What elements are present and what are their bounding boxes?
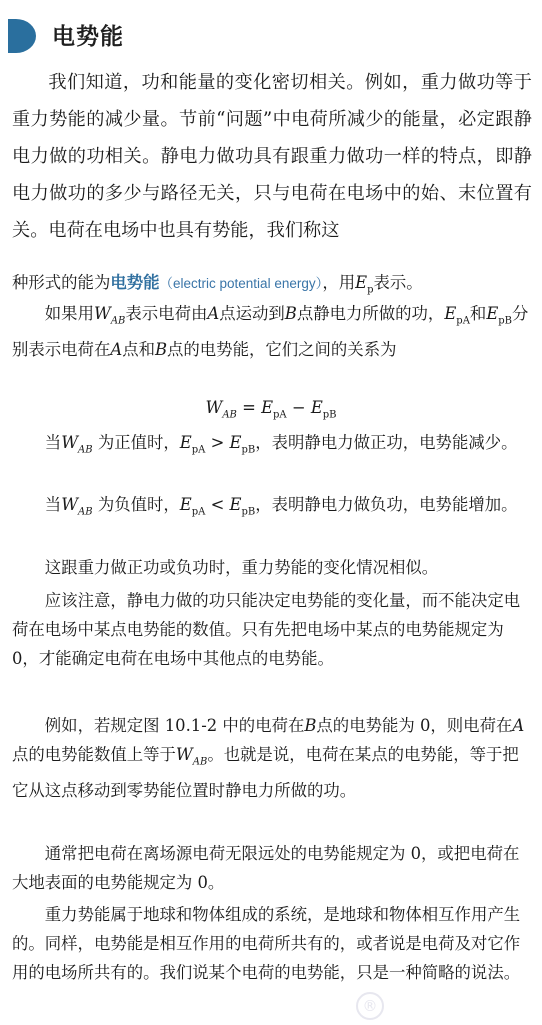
ex-w-sub: AB: [192, 756, 208, 768]
pos-w-sub: AB: [78, 444, 93, 456]
var-e: E: [444, 304, 457, 323]
pos-w: W: [61, 433, 79, 452]
section-marker-icon: [8, 19, 36, 53]
neg-e2: E: [229, 495, 242, 514]
f-e2-sub: pB: [322, 409, 337, 421]
def-t7: 点和: [122, 340, 155, 360]
def-t1: 如果用: [44, 304, 94, 323]
def-t8: 点的电势能，它们之间的关系为: [167, 340, 397, 360]
var-w: W: [93, 304, 111, 323]
var-b-2: B: [154, 340, 168, 360]
f-minus: −: [286, 398, 311, 417]
intro-text: 我们知道，功和能量的变化密切相关。例如，重力做功等于重力势能的减少量。节前“问题”中电荷所减少的能量，必定跟静电力做的功相关。静电力做功具有跟重力做功一样的特点，即静电力做功的多少与路径无关，只与电荷在电场中的始、末位置有关。电荷在电场中也具有势能，我们称这: [12, 72, 532, 241]
ex-w: W: [175, 745, 193, 764]
f-w-sub: AB: [222, 409, 237, 421]
section-title: 电势能: [52, 24, 124, 50]
f-w: W: [205, 398, 223, 417]
system-paragraph: 重力势能属于地球和物体组成的系统，是地球和物体相互作用产生的。同样，电势能是相互作用的电荷所共有的，或者说是电荷及对它作用的电场所共有的。我们说某个电荷的电势能，只是一种简略的说法。: [12, 905, 521, 982]
var-b: B: [284, 304, 297, 323]
neg-e1-sub: pA: [191, 506, 206, 518]
var-w-sub: AB: [110, 315, 126, 327]
note-paragraph: 应该注意，静电力做的功只能决定电势能的变化量，而不能决定电荷在电场中某点电势能的数值。只有先把电场中某点的电势能规定为 0，才能确定电荷在电场中其他点的电势能。: [12, 591, 521, 668]
pos-e1: E: [179, 433, 192, 452]
pos-t3: ，表明静电力做正功，电势能减少。: [255, 433, 518, 452]
ex-b: B: [304, 716, 317, 735]
def-t2: 表示电荷由: [125, 304, 208, 323]
def-t5: 和: [469, 304, 487, 323]
def-t6: 分别表示电荷在: [12, 304, 529, 360]
var-e-2: E: [486, 304, 499, 323]
neg-t1: 当: [44, 495, 62, 514]
definition-paragraph: [12, 299, 532, 364]
neg-t3: ，表明静电力做负功，电势能增加。: [255, 495, 518, 514]
neg-t2: 为负值时，: [92, 495, 180, 514]
f-e1-sub: pA: [273, 409, 287, 421]
intro-paragraph: [12, 64, 532, 249]
neg-e1: E: [179, 495, 192, 514]
neg-w: W: [61, 495, 79, 514]
neg-w-sub: AB: [78, 506, 93, 518]
f-eq: =: [236, 398, 262, 417]
def-t3: 点运动到: [219, 304, 285, 323]
pos-t1: 当: [44, 433, 62, 452]
ex-t2: 点的电势能为 0，则电荷在: [316, 716, 513, 735]
term-highlight: 电势能: [110, 273, 160, 292]
ex-t4: 。也就是说，电荷在某点的电势能，等于把它从这点移动到零势能位置时静电力所做的功。: [12, 745, 519, 801]
neg-lt: <: [205, 495, 230, 514]
ex-t1: 例如，若规定图 10.1-2 中的电荷在: [44, 716, 305, 735]
var-a: A: [207, 304, 220, 323]
positive-work-paragraph: [12, 428, 532, 464]
registered-watermark: ®: [356, 992, 384, 1020]
intro-cont-end: 表示。: [373, 273, 423, 292]
f-e1: E: [261, 398, 274, 417]
symbol-e: E: [355, 273, 368, 292]
f-e2: E: [310, 398, 323, 417]
usual-paragraph: 通常把电荷在离场源电荷无限远处的电势能规定为 0，或把电荷在大地表面的电势能规定为 0。: [12, 844, 520, 892]
var-epb-sub: pB: [498, 315, 513, 327]
pos-e2-sub: pB: [241, 444, 256, 456]
var-a-2: A: [110, 340, 123, 360]
neg-e2-sub: pB: [241, 506, 256, 518]
formula: [0, 398, 542, 420]
intro-cont-text-2: ，用: [322, 273, 356, 292]
var-epa-sub: pA: [456, 315, 470, 327]
pos-gt: >: [205, 433, 230, 452]
intro-cont-text: 种形式的能为: [12, 273, 111, 292]
example-paragraph: [12, 711, 532, 805]
pos-e1-sub: pA: [191, 444, 206, 456]
symbol-e-sub: p: [367, 284, 374, 296]
term-english: （electric potential energy）: [159, 276, 323, 291]
ex-a: A: [512, 716, 525, 735]
pos-t2: 为正值时，: [92, 433, 180, 452]
ex-t3: 点的电势能数值上等于: [12, 745, 176, 764]
negative-work-paragraph: [12, 490, 532, 526]
pos-e2: E: [229, 433, 242, 452]
def-t4: 点静电力所做的功，: [296, 304, 445, 323]
similar-paragraph: 这跟重力做正功或负功时，重力势能的变化情况相似。: [44, 558, 439, 577]
